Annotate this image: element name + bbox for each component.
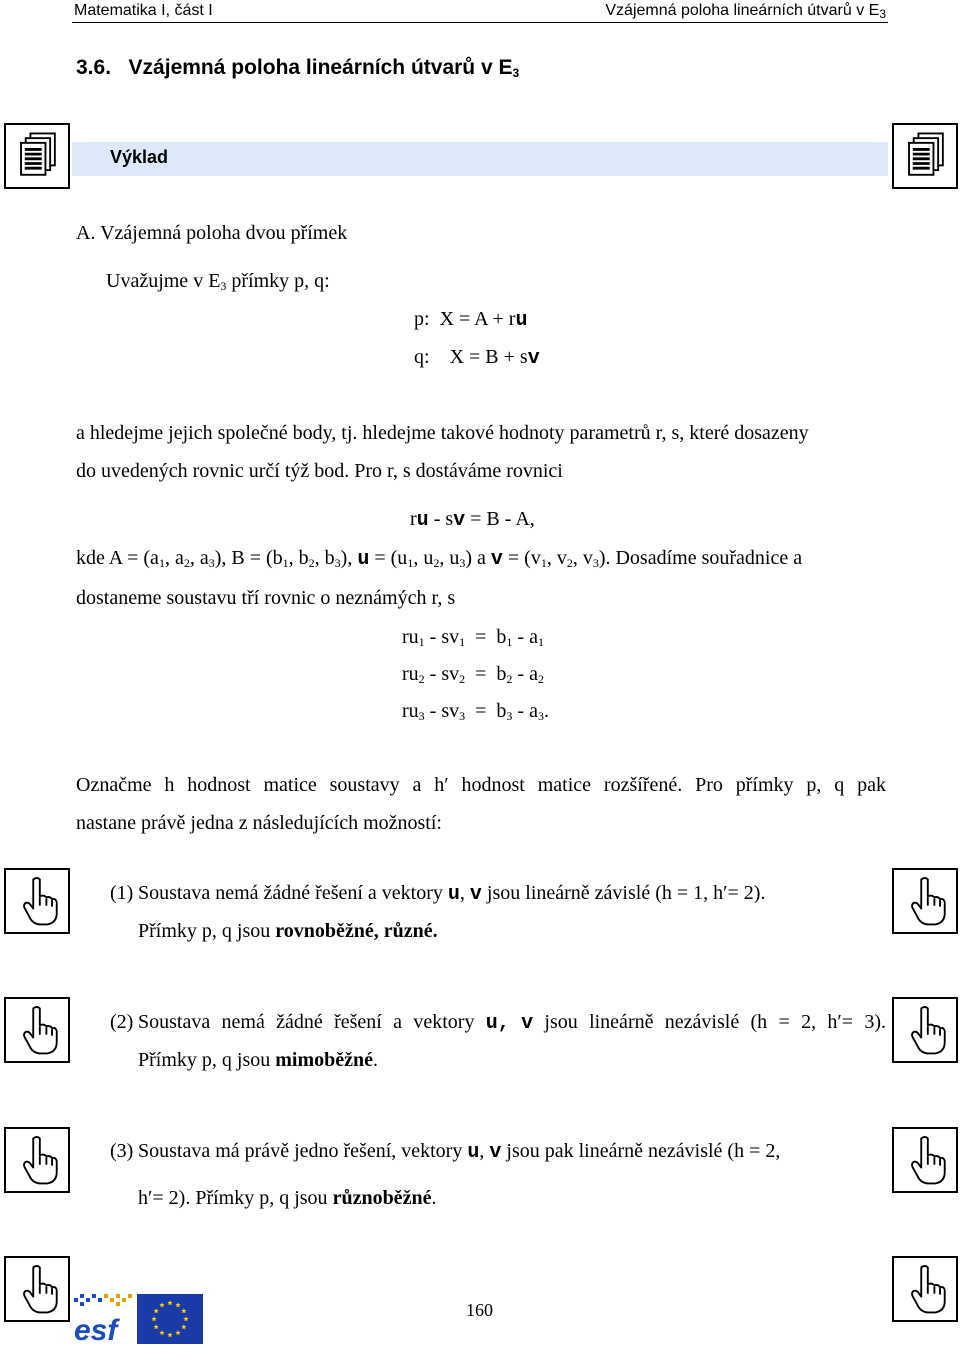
pointing-hand-icon [892, 868, 958, 934]
system-row: $ru_2 - sv_2 = b_2 - a_2$ [402, 663, 544, 686]
system-row: $ru_3 - sv_3 = b_3 - a_3$. [402, 700, 549, 723]
pointing-hand-icon [4, 1127, 70, 1193]
system-row: $ru_1 - sv_1 = b_1 - a_1$ [402, 626, 544, 649]
header-rule [72, 22, 888, 23]
case-line: Soustava nemá žádné řešení a vektory u, v jsou lineárně nezávislé (h = 2, h′= 3). [138, 1011, 887, 1035]
coordinates-line: kde $A = (a_1$, $a_2$, $a_3$), $B = (b_1$, $b_2$, $b_3$), $u = (u_1$, $u_2$, $u_3$) a $v = (v_1$, $v_2$, $v_3$). Dosadíme souřadnice a [76, 547, 803, 571]
book-stack-icon [892, 123, 958, 189]
case-conclusion: Přímky p, q jsou mimoběžné. [138, 1049, 379, 1071]
pointing-hand-icon [4, 1256, 70, 1322]
paragraph-line: nastane právě jedna z následujících možností: [76, 812, 442, 834]
esf-text: esf [74, 1314, 118, 1347]
running-header-right: Vzájemná poloha lineárních útvarů v $E_3$ [605, 2, 886, 21]
case-conclusion: Přímky p, q jsou rovnoběžné, různé. [138, 920, 438, 942]
page-number: 160 [466, 1300, 493, 1320]
case-number: (3) [110, 1140, 134, 1162]
line-p-equation: p: X = A + ru [414, 308, 528, 332]
case-number: (1) [110, 882, 134, 904]
paragraph-line: Označme h hodnost matice soustavy a h′ hodnost matice rozšířené. Pro přímky p, q pak [76, 774, 886, 796]
book-stack-icon [4, 123, 70, 189]
pointing-hand-icon [4, 997, 70, 1063]
case-number: (2) [110, 1011, 134, 1033]
paragraph-line: do uvedených rovnic určí týž bod. Pro r, s dostáváme rovnici [76, 460, 563, 482]
esf-logo [72, 1292, 134, 1348]
vyklad-bar [72, 142, 888, 176]
pointing-hand-icon [4, 868, 70, 934]
case-line: Soustava nemá žádné řešení a vektory u, v jsou lineárně závislé (h = 1, h′= 2). [138, 882, 766, 906]
intro-line: Uvažujme v $E_3$ přímky p, q: [106, 270, 330, 293]
case-conclusion: h′= 2). Přímky p, q jsou různoběžné. [138, 1187, 437, 1209]
eu-flag [137, 1294, 203, 1344]
vyklad-label: Výklad [110, 147, 169, 167]
subsection-title: A. Vzájemná poloha dvou přímek [76, 222, 348, 244]
vector-equation: ru - sv = B - A, [410, 508, 535, 532]
pointing-hand-icon [892, 1256, 958, 1322]
case-line: Soustava má právě jedno řešení, vektory u, v jsou pak lineárně nezávislé (h = 2, [138, 1140, 781, 1164]
pointing-hand-icon [892, 1127, 958, 1193]
paragraph-line: dostaneme soustavu tří rovnic o neznámých r, s [76, 587, 456, 609]
section-title: 3.6. Vzájemná poloha lineárních útvarů v $E_3$ [76, 56, 520, 80]
pointing-hand-icon [892, 997, 958, 1063]
paragraph-line: a hledejme jejich společné body, tj. hledejme takové hodnoty parametrů r, s, které dosazeny [76, 422, 809, 444]
running-header-left: Matematika I, část I [74, 2, 213, 19]
line-q-equation: q: X = B + sv [414, 346, 540, 370]
